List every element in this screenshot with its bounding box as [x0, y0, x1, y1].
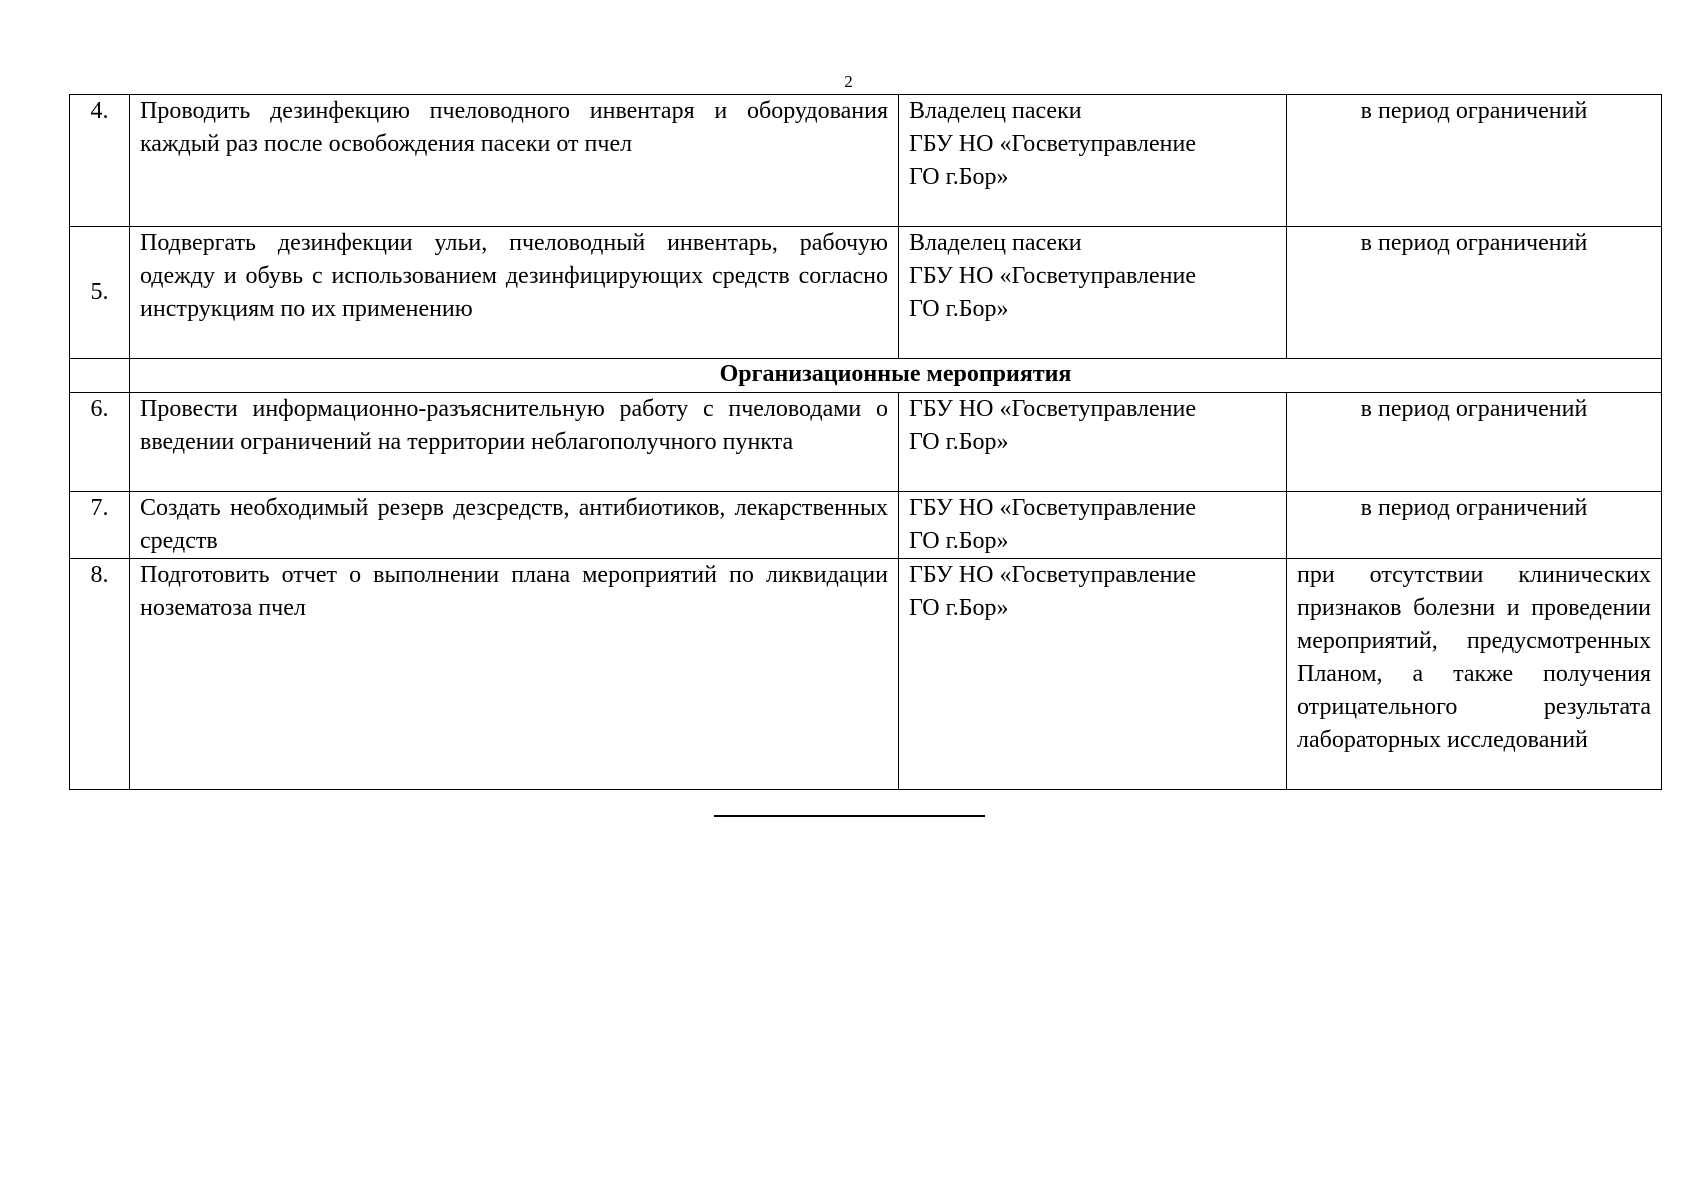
- table-row: [70, 95, 1662, 227]
- end-separator-line: [714, 815, 985, 817]
- period-cell: в период ограничений: [1287, 393, 1662, 492]
- row-number: 4.: [70, 95, 130, 227]
- period-cell: при отсутствии клинических признаков болезни и проведении мероприятий, предусмотренных Планом, а также получения отрицательного результата лабораторных исследований: [1287, 559, 1662, 790]
- responsible-cell: [899, 393, 1287, 492]
- responsible-cell: [899, 492, 1287, 559]
- measure-text: Создать необходимый резерв дезсредств, антибиотиков, лекарственных средств: [130, 492, 899, 559]
- responsible-line: ГО г.Бор»: [909, 296, 1009, 322]
- row-number: 8.: [70, 559, 130, 790]
- measure-text: Подготовить отчет о выполнении плана мероприятий по ликвидации нозематоза пчел: [130, 559, 899, 790]
- measure-text: Проводить дезинфекцию пчеловодного инвентаря и оборудования каждый раз после освобождения пасеки от пчел: [130, 95, 899, 227]
- responsible-line: Владелец пасеки: [909, 98, 1082, 124]
- table-row: [70, 559, 1662, 790]
- responsible-line: ГБУ НО «Госветуправление: [909, 131, 1196, 157]
- responsible-line: ГО г.Бор»: [909, 595, 1009, 621]
- responsible-line: ГБУ НО «Госветуправление: [909, 396, 1196, 422]
- responsible-line: Владелец пасеки: [909, 230, 1082, 256]
- responsible-cell: [899, 95, 1287, 227]
- measure-text: Подвергать дезинфекции ульи, пчеловодный инвентарь, рабочую одежду и обувь с использованием дезинфицирующих средств согласно инструкциям по их применению: [130, 227, 899, 359]
- responsible-line: ГО г.Бор»: [909, 429, 1009, 455]
- responsible-line: ГБУ НО «Госветуправление: [909, 495, 1196, 521]
- measures-table: [69, 94, 1662, 790]
- responsible-line: ГБУ НО «Госветуправление: [909, 562, 1196, 588]
- period-cell: в период ограничений: [1287, 492, 1662, 559]
- responsible-line: ГО г.Бор»: [909, 528, 1009, 554]
- table-row: [70, 227, 1662, 359]
- section-heading: Организационные мероприятия: [130, 359, 1662, 393]
- section-spacer-cell: [70, 359, 130, 393]
- page-number: 2: [844, 72, 853, 91]
- table-row: [70, 393, 1662, 492]
- responsible-cell: [899, 227, 1287, 359]
- responsible-line: ГО г.Бор»: [909, 164, 1009, 190]
- row-number: 5.: [70, 227, 130, 359]
- period-cell: в период ограничений: [1287, 227, 1662, 359]
- period-cell: в период ограничений: [1287, 95, 1662, 227]
- measure-text: Провести информационно-разъяснительную работу с пчеловодами о введении ограничений на территории неблагополучного пункта: [130, 393, 899, 492]
- row-number: 7.: [70, 492, 130, 559]
- section-row: [70, 359, 1662, 393]
- responsible-line: ГБУ НО «Госветуправление: [909, 263, 1196, 289]
- row-number: 6.: [70, 393, 130, 492]
- table-row: [70, 492, 1662, 559]
- responsible-cell: [899, 559, 1287, 790]
